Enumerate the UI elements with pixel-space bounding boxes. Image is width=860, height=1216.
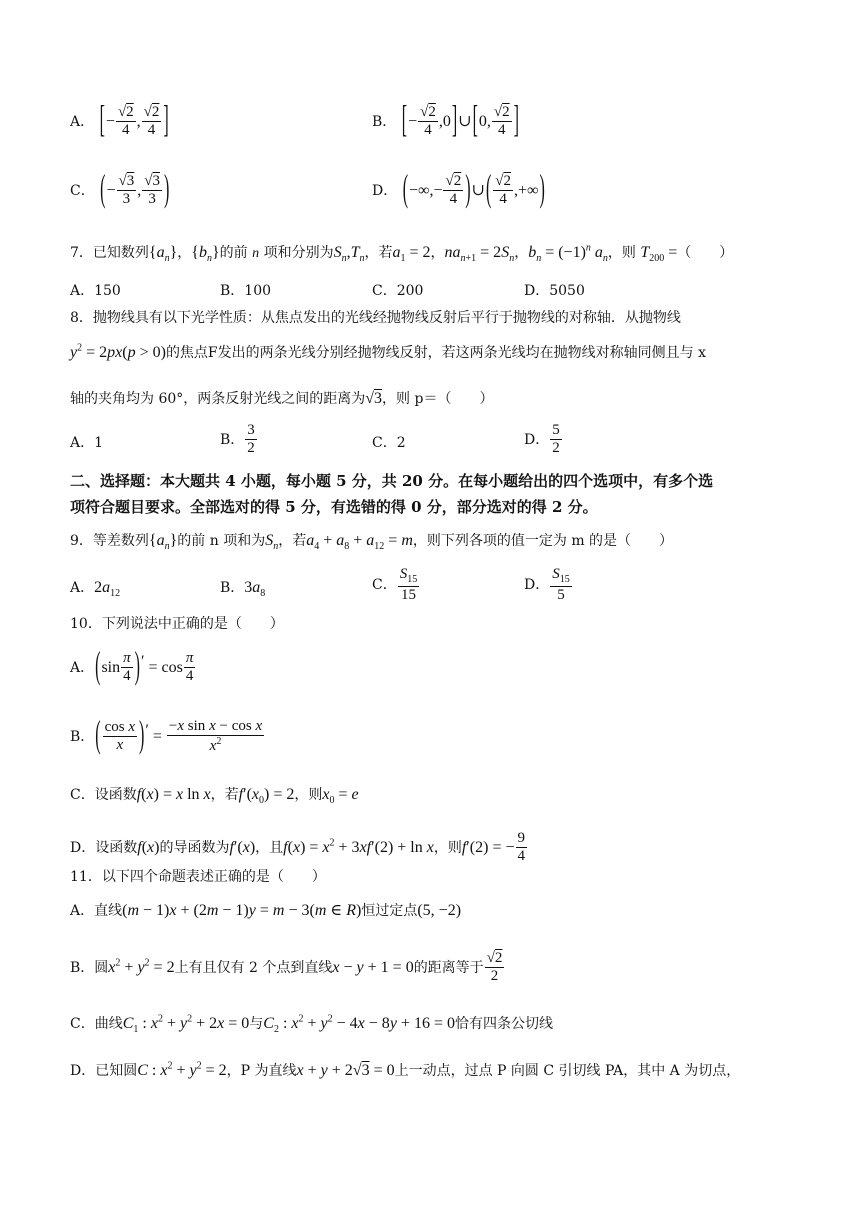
q9-option-a[interactable]: A．$2a_{12}$ bbox=[70, 579, 121, 600]
q9-option-d[interactable]: D． $\frac{S_{15}}{5}$ bbox=[524, 566, 570, 603]
q10-option-b[interactable]: B．( $\frac{\text{cos x}}{x}$ )′ = $\frac{\text{−x sin x − cos x}}{x^2}$ bbox=[70, 715, 263, 756]
q10-option-c[interactable]: C．设函数f(x) = x ln x，若$f'(x_0) = 2$，则$x_0 = e$ bbox=[70, 786, 359, 807]
q9-option-c[interactable]: C． $\frac{S_{15}}{15}$ bbox=[372, 566, 418, 603]
q11-option-b[interactable]: B．圆$x^2 + y^2 = 2$上有且仅有 2 个点到直线x − y + 1 = 0的距离等于 $\frac{√2}{2}$ bbox=[70, 950, 503, 985]
q11-option-c[interactable]: C．曲线$C_1$ : $x^2 + y^2 + 2x = 0$与$C_2$ : $x^2 + y^2 - 4x - 8y + 16 = 0$恰有四条公切线 bbox=[70, 1013, 553, 1036]
q8-line-3: 轴的夹角均为 60°，两条反射光线之间的距离为√3，则 p＝（ ） bbox=[70, 390, 494, 407]
q10-option-d[interactable]: D．设函数f(x)的导函数为f′(x)，且$f(x) = x^2 + 3xf'(2) + \ln x$，则f′(2) = − $\frac{9}{4}$ bbox=[70, 830, 525, 865]
section-2-heading-line-2: 项符合题目要求。全部选对的得 5 分，有选错的得 0 分，部分选对的得 2 分。 bbox=[70, 498, 598, 516]
q8-line-2: $y^2 = 2px(p > 0)$的焦点F发出的两条光线分别经抛物线反射，若这两条光线均在抛物线对称轴同侧且与 x bbox=[70, 342, 706, 361]
q8-line-1: 8．抛物线具有以下光学性质：从焦点发出的光线经抛物线反射后平行于抛物线的对称轴．从抛物线 bbox=[70, 310, 681, 326]
q7-stem: 7．已知数列$\{a_n\}$，$\{b_n\}$的前 n 项和分别为$S_n,T_n$，若$a_1 = 2$，$na_{n+1} = 2S_n$，$b_n = (-1)^n$ $a_n$，则 $T_{200}$ =（ ） bbox=[70, 242, 734, 265]
q8-option-c[interactable]: C．2 bbox=[372, 435, 406, 451]
q7-option-b[interactable]: B．100 bbox=[220, 283, 272, 299]
q6-option-c[interactable]: C． (− $\frac{√3}{3}$ , $\frac{√3}{3}$ ) bbox=[70, 169, 170, 210]
q11-stem: 11．以下四个命题表述正确的是（ ） bbox=[70, 869, 326, 885]
q6-option-d[interactable]: D． (−∞,− $\frac{√2}{4}$ )∪( $\frac{√2}{4}$ ,+∞) bbox=[372, 169, 545, 210]
q7-option-c[interactable]: C．200 bbox=[372, 283, 424, 299]
q9-stem: 9．等差数列$\{a_n\}$的前 n 项和为$S_n$，若$a_4 + a_8 + a_{12} = m$，则下列各项的值一定为 m 的是（ ） bbox=[70, 532, 674, 553]
q8-option-d[interactable]: D． $\frac{5}{2}$ bbox=[524, 422, 560, 457]
q11-option-a[interactable]: A．直线(m − 1)x + (2m − 1)y = m − 3(m ∈ R)恒过定点(5, −2) bbox=[70, 902, 462, 919]
q6-option-b[interactable]: B． [− $\frac{√2}{4}$ ,0]∪[0, $\frac{√2}{4}$ ] bbox=[372, 100, 519, 141]
q7-option-a[interactable]: A．150 bbox=[70, 283, 121, 299]
q6-option-a[interactable]: A． [− $\frac{√2}{4}$ , $\frac{√2}{4}$ ] bbox=[70, 100, 169, 141]
q11-option-d[interactable]: D．已知圆C : $x^2 + y^2 = 2$，P 为直线x + y + 2√3 = 0上一动点，过点 P 向圆 C 引切线 PA，其中 A 为切点， bbox=[70, 1060, 741, 1079]
q10-option-a[interactable]: A．(sin $\frac{\pi}{4}$ )′ = cos $\frac{\pi}{4}$ bbox=[70, 646, 194, 687]
section-2-heading-line-1: 二、选择题：本大题共 4 小题，每小题 5 分，共 20 分。在每小题给出的四个选项中，有多个选 bbox=[70, 472, 714, 490]
q8-option-b[interactable]: B． $\frac{3}{2}$ bbox=[220, 422, 255, 457]
q9-option-b[interactable]: B．$3a_8$ bbox=[220, 579, 266, 600]
q8-option-a[interactable]: A．1 bbox=[70, 435, 104, 451]
q10-stem: 10．下列说法中正确的是（ ） bbox=[70, 616, 284, 632]
q7-option-d[interactable]: D．5050 bbox=[524, 283, 585, 299]
